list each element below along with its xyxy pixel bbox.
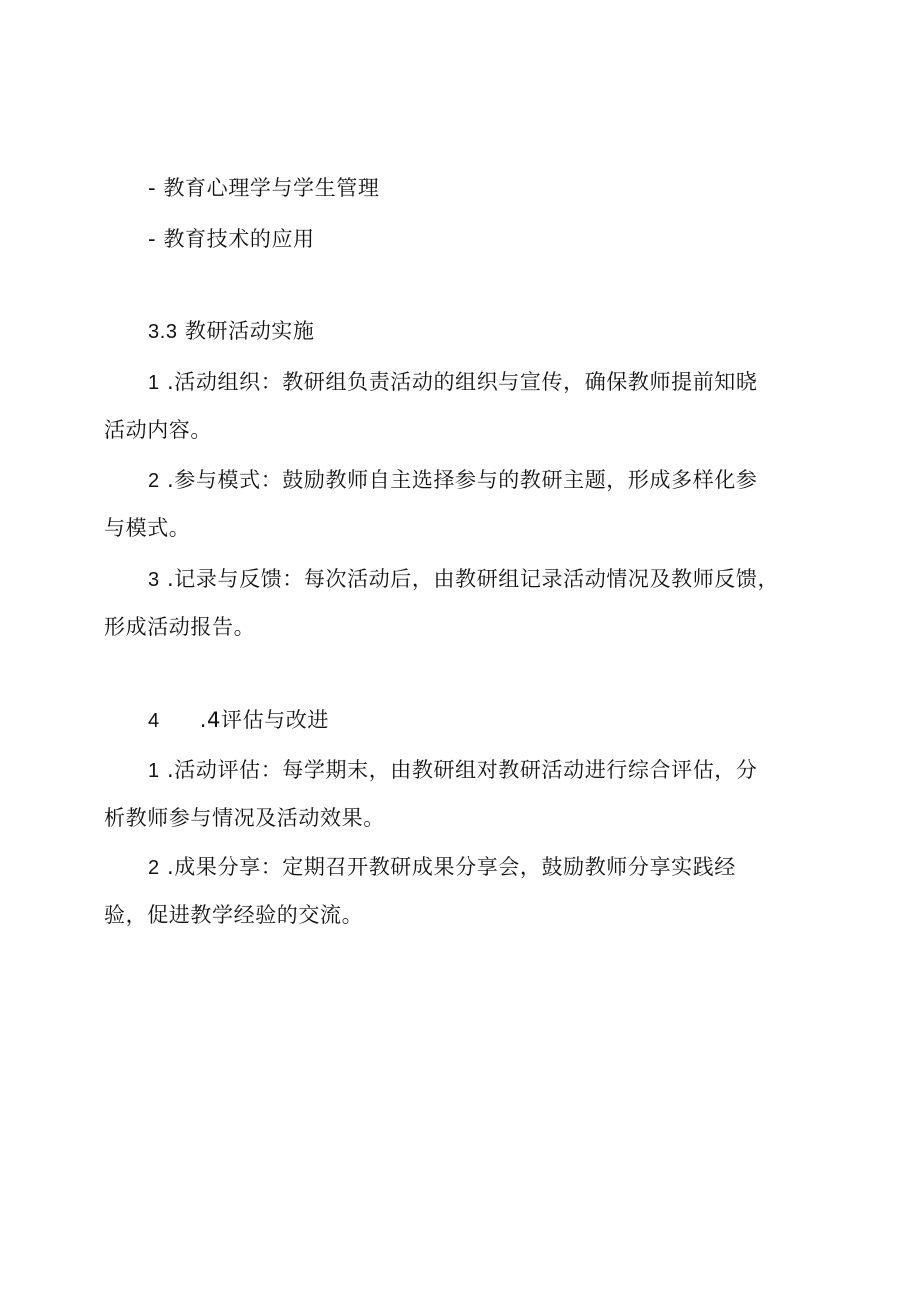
list-item-line xyxy=(148,852,736,883)
section-number: 3.3 xyxy=(148,321,178,343)
list-item-continuation: 活动内容。 xyxy=(104,418,212,442)
list-item-continuation: 形成活动报告。 xyxy=(104,615,256,639)
item-number: 1 xyxy=(148,372,160,394)
list-item-continuation: 与模式。 xyxy=(104,516,191,540)
list-item-line xyxy=(148,465,758,496)
list-item-continuation: 析教师参与情况及活动效果。 xyxy=(104,806,385,830)
section-number: 4 xyxy=(148,710,160,732)
list-item-line xyxy=(148,755,758,786)
list-item-line xyxy=(148,367,758,398)
item-text: .活动组织：教研组负责活动的组织与宣传，确保教师提前知晓 xyxy=(167,370,758,394)
section-heading-4 xyxy=(148,705,329,736)
section-heading-3-3 xyxy=(148,316,315,347)
section-title: .4评估与改进 xyxy=(199,708,329,732)
item-text: .成果分享：定期召开教研成果分享会，鼓励教师分享实践经 xyxy=(167,855,736,879)
section-title: 教研活动实施 xyxy=(184,319,315,343)
list-item-line xyxy=(148,564,779,595)
item-number: 2 xyxy=(148,857,160,879)
list-item-continuation: 验，促进教学经验的交流。 xyxy=(104,903,364,927)
bullet-item: - 教育心理学与学生管理 xyxy=(148,176,380,200)
item-text: .参与模式：鼓励教师自主选择参与的教研主题，形成多样化参 xyxy=(167,468,758,492)
bullet-item: - 教育技术的应用 xyxy=(148,227,315,251)
item-number: 2 xyxy=(148,470,160,492)
item-text: .记录与反馈：每次活动后，由教研组记录活动情况及教师反馈， xyxy=(167,567,780,591)
item-number: 1 xyxy=(148,760,160,782)
item-number: 3 xyxy=(148,569,160,591)
item-text: .活动评估：每学期末，由教研组对教研活动进行综合评估，分 xyxy=(167,758,758,782)
